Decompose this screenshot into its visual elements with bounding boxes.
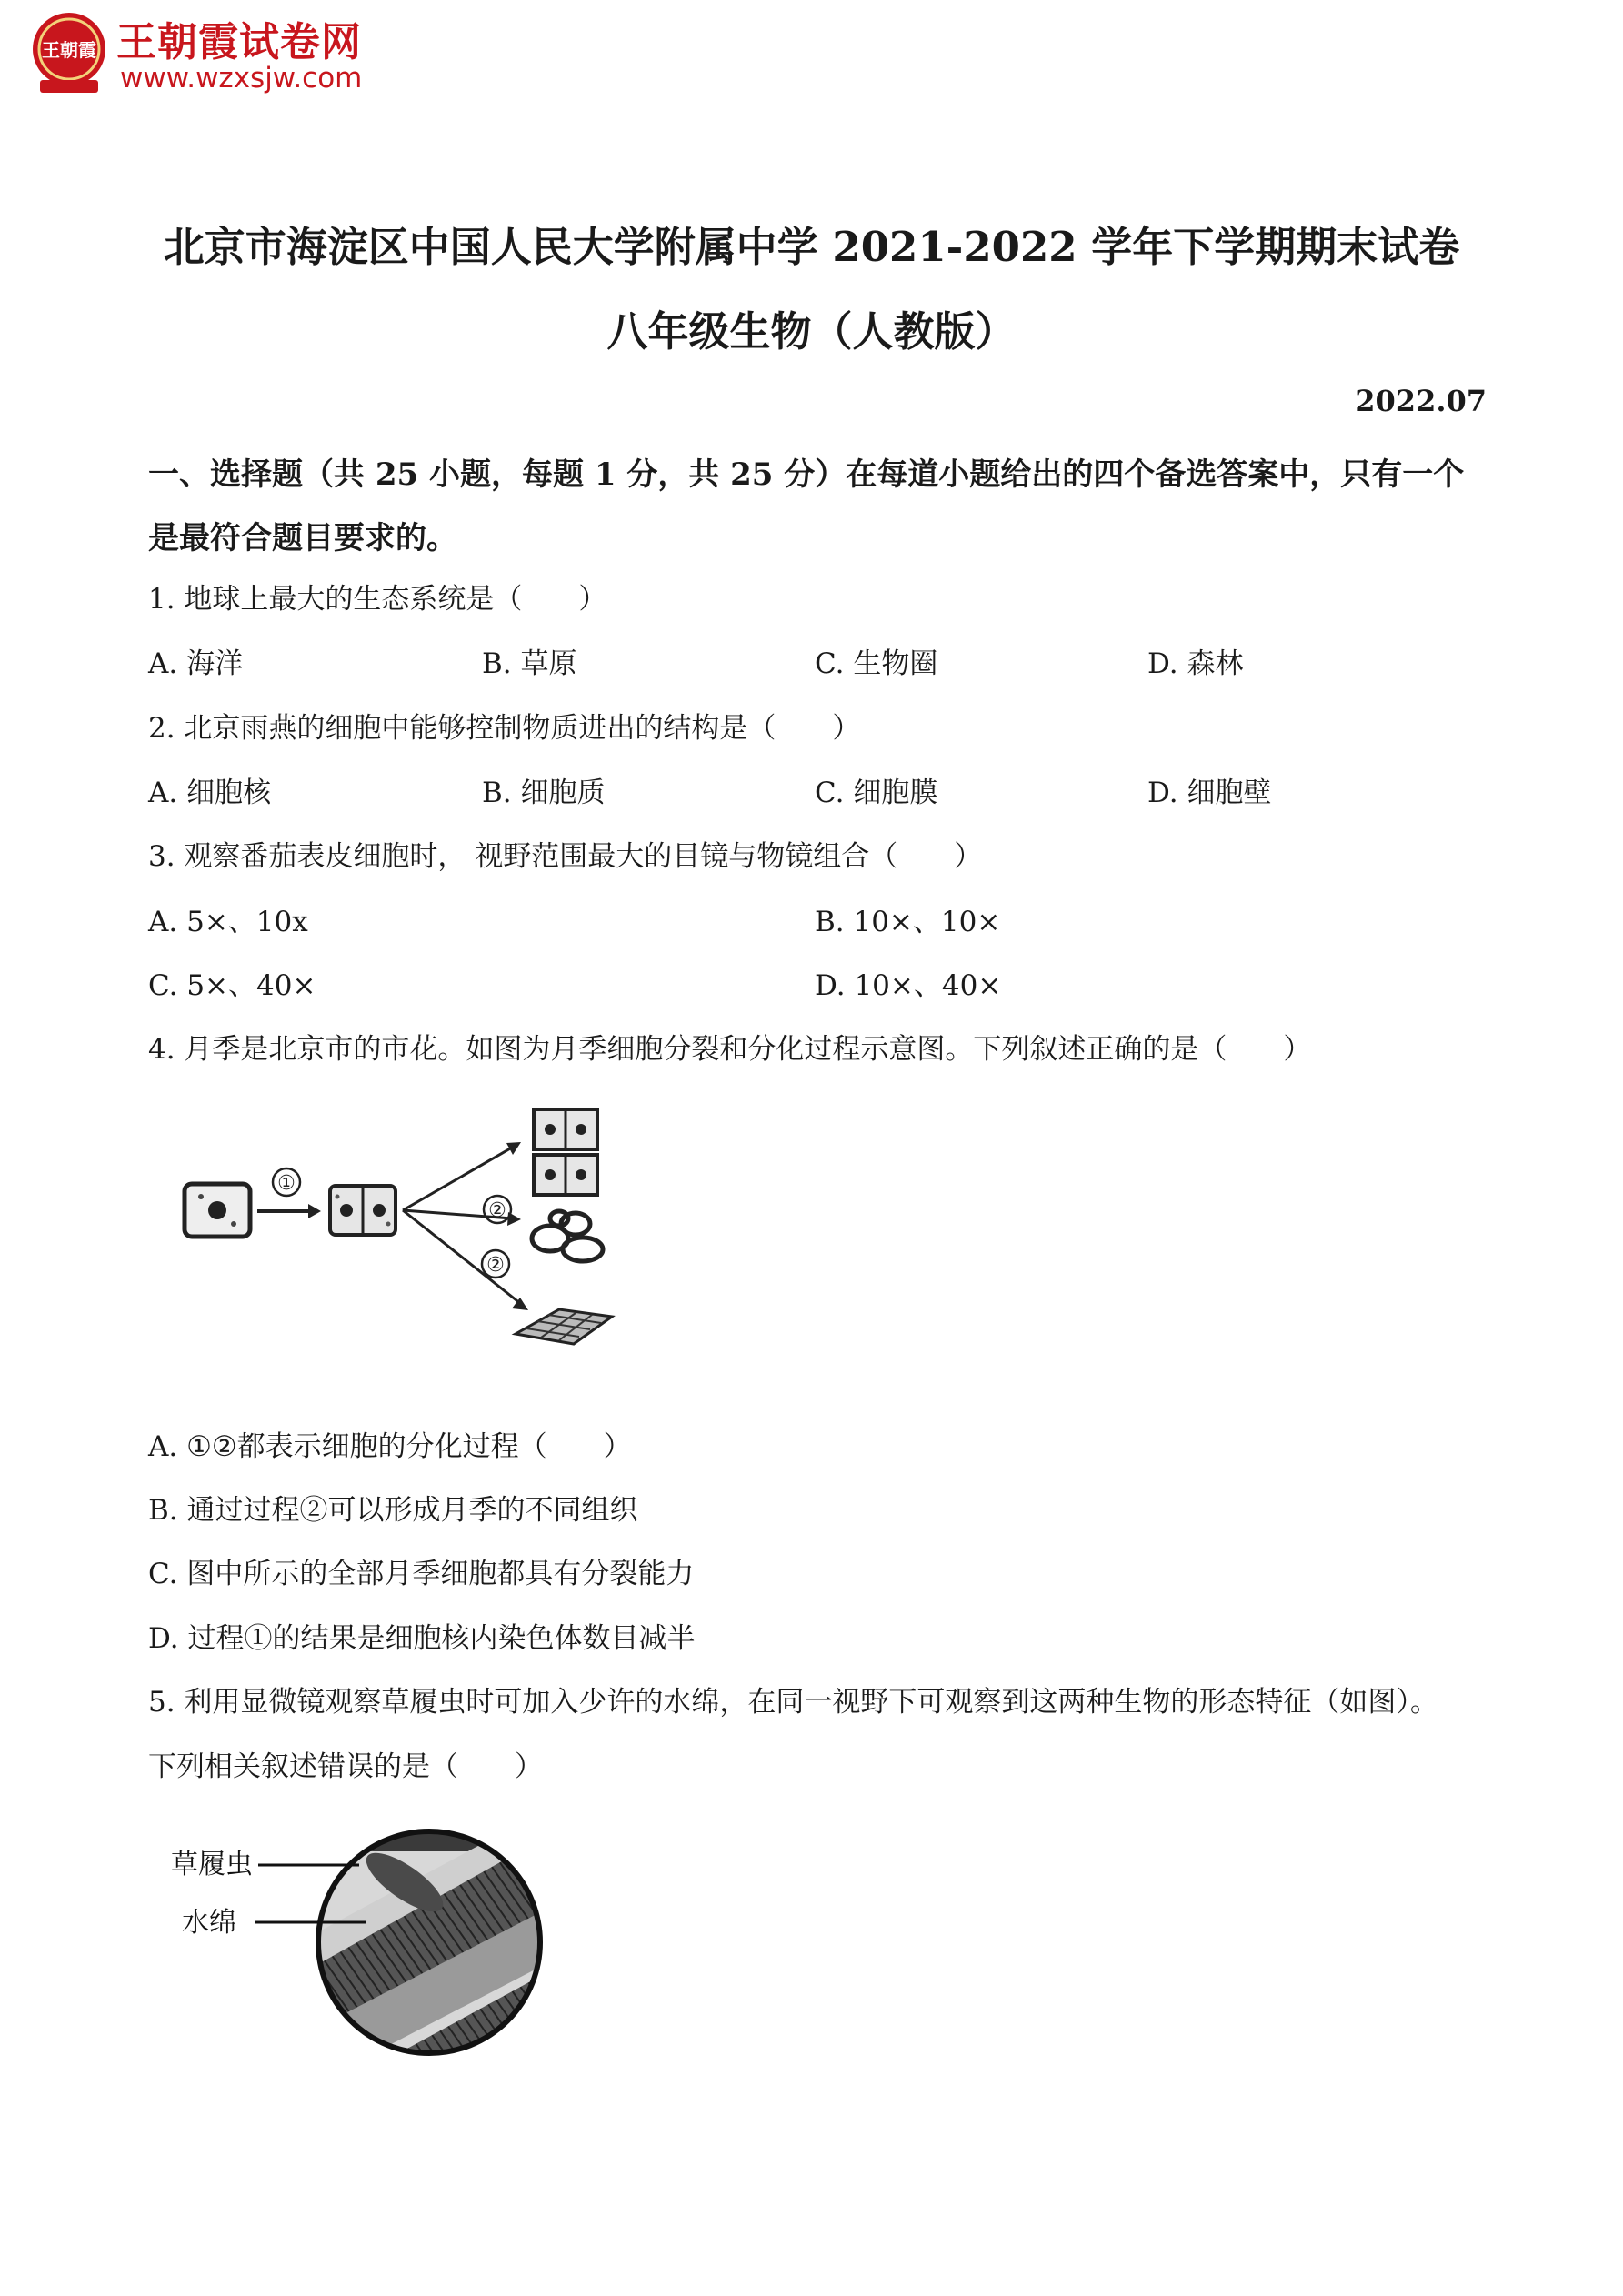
microscope-view-figure (164, 1828, 546, 2064)
figure-label-2b: ② (486, 1254, 505, 1277)
q4-option-a: A. ①②都表示细胞的分化过程（ ） (148, 1430, 632, 1463)
question-4-stem: 4. 月季是北京市的市花。如图为月季细胞分裂和分化过程示意图。下列叙述正确的是（ ） (148, 1033, 1312, 1066)
document-subtitle: 八年级生物（人教版） (606, 307, 1017, 356)
brand-url[interactable]: www.wzxsjw.com (120, 62, 363, 95)
label-spirogyra: 水绵 (182, 1907, 236, 1939)
q2-option-d: D. 细胞壁 (1147, 777, 1272, 809)
differentiated-cells-icon (532, 1211, 603, 1261)
q3-option-d: D. 10×、40× (815, 969, 1002, 1002)
q2-option-b: B. 细胞质 (482, 777, 606, 809)
tissue-cells-icon (534, 1109, 597, 1195)
question-2-stem: 2. 北京雨燕的细胞中能够控制物质进出的结构是（ ） (148, 712, 861, 745)
q2-option-a: A. 细胞核 (148, 777, 272, 809)
section-heading: 一、选择题（共 25 小题，每题 1 分，共 25 分）在每道小题给出的四个备选答案中，只有一个是最符合题目要求的。 (148, 456, 1465, 556)
logo-text: 王朝霞 (42, 39, 96, 61)
cell-division-figure (177, 1102, 632, 1366)
divided-cell-icon (330, 1186, 396, 1235)
q1-option-a: A. 海洋 (148, 647, 244, 680)
brand-name: 王朝霞试卷网 (116, 19, 362, 65)
q1-option-c: C. 生物圈 (815, 647, 938, 680)
question-1-stem: 1. 地球上最大的生态系统是（ ） (148, 583, 607, 616)
figure-label-2a: ② (488, 1199, 506, 1222)
q1-option-b: B. 草原 (482, 647, 577, 680)
q4-option-b: B. 通过过程②可以形成月季的不同组织 (148, 1494, 638, 1527)
document-title: 北京市海淀区中国人民大学附属中学 2021-2022 学年下学期期末试卷 (163, 223, 1460, 271)
mesh-tissue-icon (516, 1309, 612, 1344)
q3-option-b: B. 10×、10× (815, 906, 1001, 938)
q4-option-d: D. 过程①的结果是细胞核内染色体数目减半 (148, 1622, 696, 1655)
exam-date: 2022.07 (1355, 384, 1487, 418)
brand-logo-icon (25, 9, 113, 96)
question-3-stem: 3. 观察番茄表皮细胞时， 视野范围最大的目镜与物镜组合（ ） (148, 840, 983, 873)
question-5-stem: 5. 利用显微镜观察草履虫时可加入少许的水绵，在同一视野下可观察到这两种生物的形态特征（如图）。 (148, 1686, 1438, 1719)
q1-option-d: D. 森林 (1147, 647, 1244, 680)
q4-option-c: C. 图中所示的全部月季细胞都具有分裂能力 (148, 1558, 695, 1590)
q2-option-c: C. 细胞膜 (815, 777, 938, 809)
question-5-stem-line2: 下列相关叙述错误的是（ ） (148, 1750, 543, 1783)
brand-logo (25, 9, 113, 96)
original-cell-icon (185, 1184, 250, 1237)
figure-label-1: ① (277, 1172, 296, 1195)
q3-option-c: C. 5×、40× (148, 969, 316, 1002)
label-paramecium: 草履虫 (171, 1849, 253, 1880)
q3-option-a: A. 5×、10x (148, 906, 308, 938)
